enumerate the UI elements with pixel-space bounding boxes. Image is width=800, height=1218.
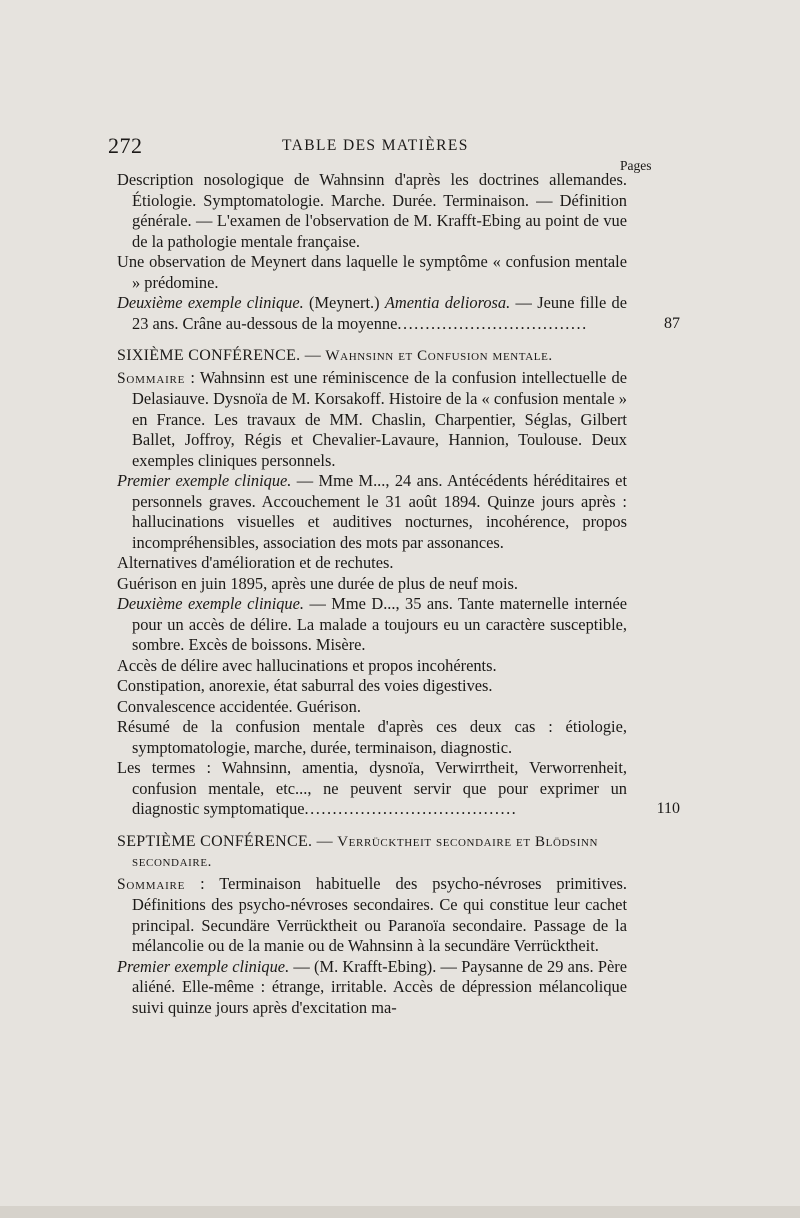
sommaire-7: Sommaire : Terminaison habituelle des psycho-névroses primitives. Définitions des psycho-névroses secondaires. Ce qui constitue leur cachet principal. Secundäre Verrücktheit ou Paranoïa secondaire. Passage de la mélancolie ou de la manie ou de Wahnsinn à la secundäre Verrücktheit. [117, 873, 627, 955]
page-number: 272 [108, 133, 143, 158]
toc-entry: Deuxième exemple clinique. (Meynert.) Amentia deliorosa. — Jeune fille de 23 ans. Crâne au-dessous de la moyenne.................................. 87 [117, 293, 680, 333]
toc-entry: Description nosologique de Wahnsinn d'après les doctrines allemandes. Étiologie. Symptomatologie. Marche. Durée. Terminaison. — Définition générale. — L'examen de l'observation de M. Krafft-Ebing au point de vue de la pathologie mentale française. [117, 170, 627, 251]
page-reference: 110 [656, 800, 680, 817]
sommaire-6: Sommaire : Wahnsinn est une réminiscence de la confusion intellectuelle de Delasiauve. Dysnoïa de M. Korsakoff. Histoire de la « confusion mentale » en France. Les travaux de MM. Chaslin, Charpentier, Séglas, Gilbert Ballet, Joffroy, Régis et Chevalier-Lavaure, Hannion, Toulouse. Deux exemples cliniques personnels. [117, 367, 627, 470]
toc-entry: Accès de délire avec hallucinations et propos incohérents. [117, 655, 497, 675]
toc-entry: Les termes : Wahnsinn, amentia, dysnoïa, Verwirrtheit, Verworrenheit, confusion mentale, etc..., ne peuvent servir que pour exprimer un diagnostic symptomatique...................................... 110 [117, 758, 680, 818]
dot-leader: ...................................... [304, 799, 518, 818]
pages-column-label: Pages [620, 158, 652, 173]
page-header [108, 133, 628, 157]
toc-entry: Premier exemple clinique. — Mme M..., 24 ans. Antécédents héréditaires et personnels graves. Accouchement le 31 août 1894. Quinze jours après : hallucinations visuelles et auditives nocturnes, incohérence, propos incompréhensibles, association des mots par assonances. [117, 471, 627, 552]
toc-entry: Convalescence accidentée. Guérison. [117, 696, 361, 716]
toc-entry: Premier exemple clinique. — (M. Krafft-Ebing). — Paysanne de 29 ans. Père aliéné. Elle-même : étrange, irritable. Accès de dépression mélancolique suivi quinze jours après d'excitation ma- [117, 956, 627, 1017]
toc-entry: Deuxième exemple clinique. — Mme D..., 35 ans. Tante maternelle internée pour un accès de délire. La malade a toujours eu un caractère susceptible, sombre. Excès de boissons. Misère. [117, 594, 627, 654]
page-reference: 87 [664, 314, 680, 332]
section-heading-6: SIXIÈME CONFÉRENCE. — Wahnsinn et Confusion mentale. [117, 347, 553, 364]
toc-entry: Constipation, anorexie, état saburral des voies digestives. [117, 676, 493, 695]
table-of-contents [117, 170, 680, 1018]
running-title: TABLE DES MATIÈRES [282, 137, 469, 154]
page-edge [0, 1206, 800, 1218]
toc-entry: Alternatives d'amélioration et de rechutes. [117, 553, 394, 572]
toc-entry: Une observation de Meynert dans laquelle le symptôme « confusion mentale » prédomine. [117, 252, 627, 292]
toc-entry: Résumé de la confusion mentale d'après ces deux cas : étiologie, symptomatologie, marche, durée, terminaison, diagnostic. [117, 717, 627, 757]
toc-entry: Guérison en juin 1895, après une durée de plus de neuf mois. [117, 573, 519, 593]
dot-leader: .................................. [397, 313, 588, 333]
section-heading-7: SEPTIÈME CONFÉRENCE. — Verrücktheit secondaire et Blödsinn secondaire. [117, 832, 599, 870]
